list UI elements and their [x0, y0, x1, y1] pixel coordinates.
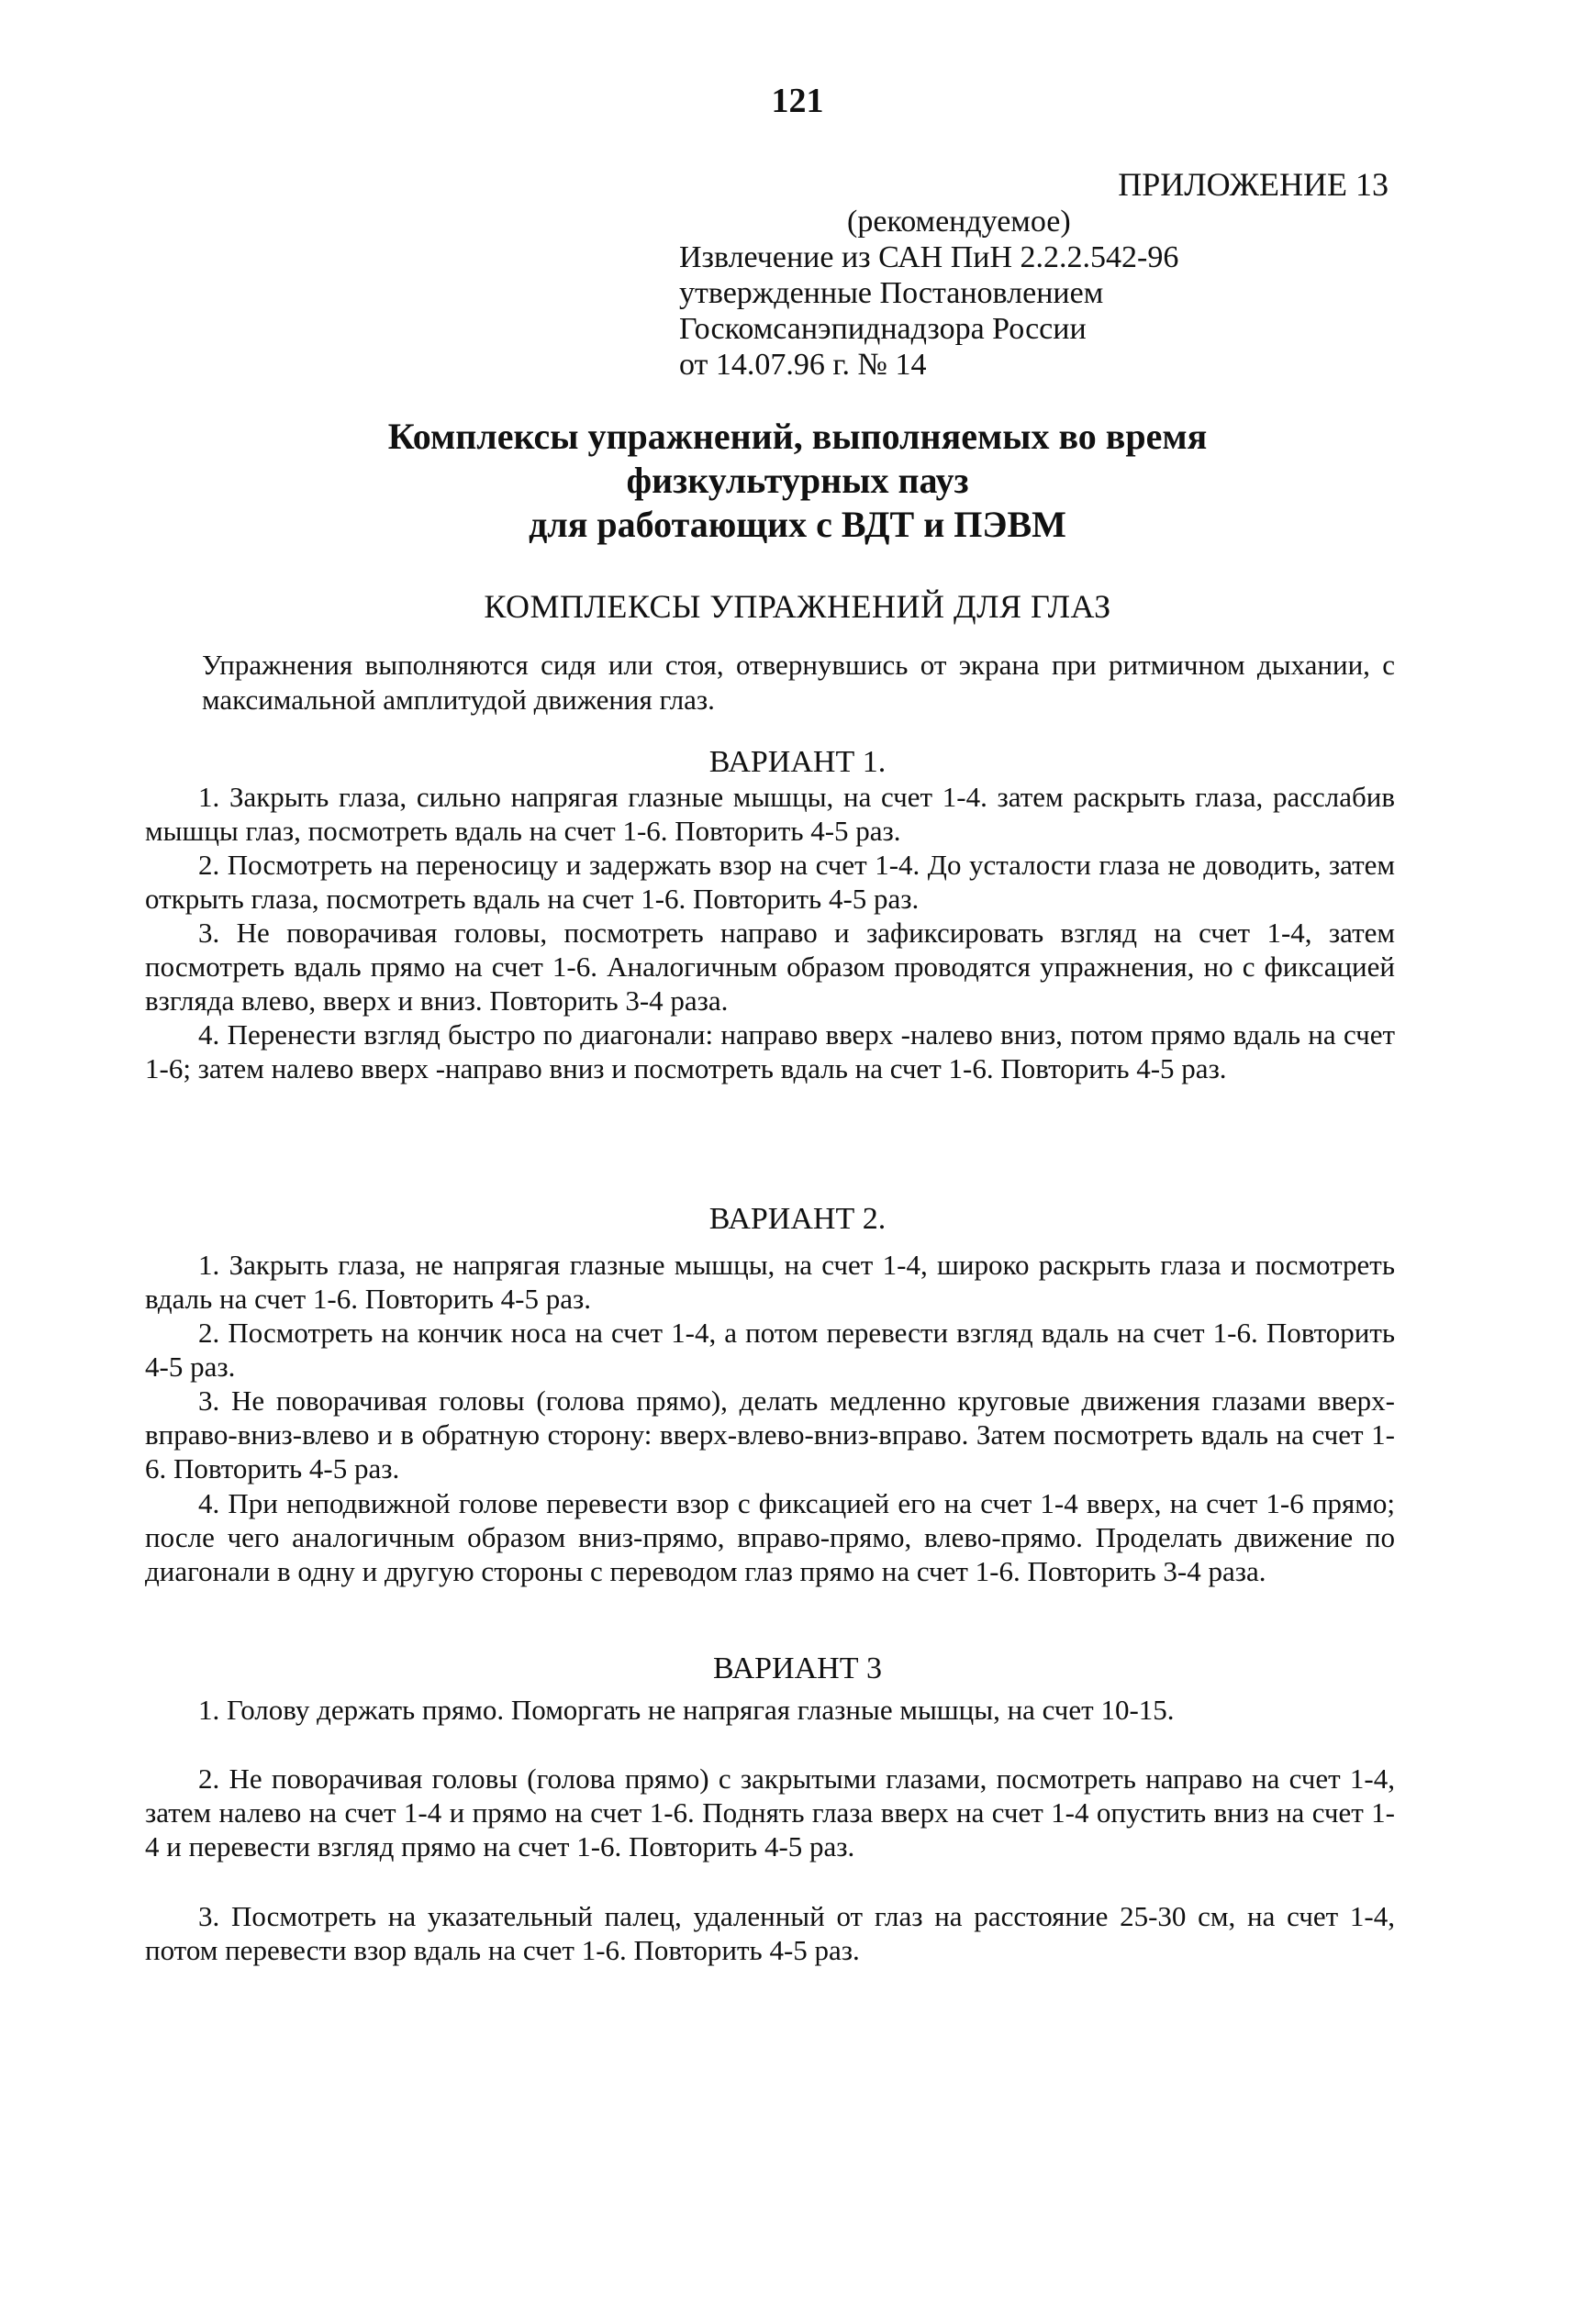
intro-paragraph: Упражнения выполняются сидя или стоя, отвернувшись от экрана при ритмичном дыхании, с максимальной амплитудой движения глаз. [202, 649, 1395, 716]
appendix-meta-line: Извлечение из САН ПиН 2.2.2.542-96 [679, 240, 1179, 274]
main-title-line: для работающих с ВДТ и ПЭВМ [529, 504, 1066, 545]
appendix-meta-line: (рекомендуемое) [847, 205, 1071, 239]
variant-2-item-1: 1. Закрыть глаза, не напрягая глазные мышцы, на счет 1-4, широко раскрыть глаза и посмотреть вдаль на счет 1-6. Повторить 4-5 раз. [145, 1249, 1395, 1315]
main-title-line: физкультурных пауз [626, 460, 969, 501]
page-number: 121 [771, 82, 824, 120]
variant-1-item-1: 1. Закрыть глаза, сильно напрягая глазные мышцы, на счет 1-4. затем раскрыть глаза, расслабив мышцы глаз, посмотреть вдаль на счет 1-6. Повторить 4-5 раз. [145, 781, 1395, 847]
variant-2-heading: ВАРИАНТ 2. [708, 1202, 887, 1236]
variant-1-item-3: 3. Не поворачивая головы, посмотреть направо и зафиксировать взгляд на счет 1-4, затем посмотреть вдаль прямо на счет 1-6. Аналогичным образом проводятся упражнения, но с фиксацией взгляда влево, вверх и вниз. Повторить 3-4 раза. [145, 917, 1395, 1017]
variant-3-item-1: 1. Голову держать прямо. Поморгать не напрягая глазные мышцы, на счет 10-15. [198, 1694, 1175, 1726]
variant-1-item-2: 2. Посмотреть на переносицу и задержать взор на счет 1-4. До усталости глаза не доводить, затем открыть глаза, посмотреть вдаль на счет 1-6. Повторить 4-5 раз. [145, 849, 1395, 915]
section-title: КОМПЛЕКСЫ УПРАЖНЕНИЙ ДЛЯ ГЛАЗ [484, 588, 1111, 625]
main-title-line: Комплексы упражнений, выполняемых во время [387, 416, 1208, 457]
appendix-title: ПРИЛОЖЕНИЕ 13 [1118, 166, 1389, 203]
variant-2-item-2: 2. Посмотреть на кончик носа на счет 1-4, а потом перевести взгляд вдаль на счет 1-6. Повторить 4-5 раз. [145, 1317, 1395, 1383]
variant-3-item-3: 3. Посмотреть на указательный палец, удаленный от глаз на расстояние 25-30 см, на счет 1-4, потом перевести взор вдаль на счет 1-6. Повторить 4-5 раз. [145, 1900, 1395, 1966]
variant-1-heading: ВАРИАНТ 1. [708, 745, 887, 779]
appendix-meta-line: Госкомсанэпиднадзора России [679, 312, 1087, 346]
variant-2-item-3: 3. Не поворачивая головы (голова прямо), делать медленно круговые движения глазами вверх-вправо-вниз-влево и в обратную сторону: вверх-влево-вниз-вправо. Затем посмотреть вдаль на счет 1-6. Повторить 4-5 раз. [145, 1384, 1395, 1484]
main-title [0, 415, 1595, 547]
variant-3-item-2: 2. Не поворачивая головы (голова прямо) с закрытыми глазами, посмотреть направо на счет 1-4, затем налево на счет 1-4 и прямо на счет 1-6. Поднять глаза вверх на счет 1-4 опустить вниз на счет 1-4 и перевести взгляд прямо на счет 1-6. Повторить 4-5 раз. [145, 1762, 1395, 1863]
appendix-meta-line: от 14.07.96 г. № 14 [679, 348, 927, 382]
variant-1-item-4: 4. Перенести взгляд быстро по диагонали: направо вверх -налево вниз, потом прямо вдаль на счет 1-6; затем налево вверх -направо вниз и посмотреть вдаль на счет 1-6. Повторить 4-5 раз. [145, 1018, 1395, 1084]
variant-3-heading: ВАРИАНТ 3 [713, 1651, 882, 1685]
appendix-meta-line: утвержденные Постановлением [679, 276, 1104, 310]
appendix-meta [679, 204, 1178, 383]
variant-2-item-4: 4. При неподвижной голове перевести взор с фиксацией его на счет 1-4 вверх, на счет 1-6 прямо; после чего аналогичным образом вниз-прямо, вправо-прямо, влево-прямо. Проделать движение по диагонали в одну и другую стороны с переводом глаз прямо на счет 1-6. Повторить 3-4 раза. [145, 1487, 1395, 1587]
